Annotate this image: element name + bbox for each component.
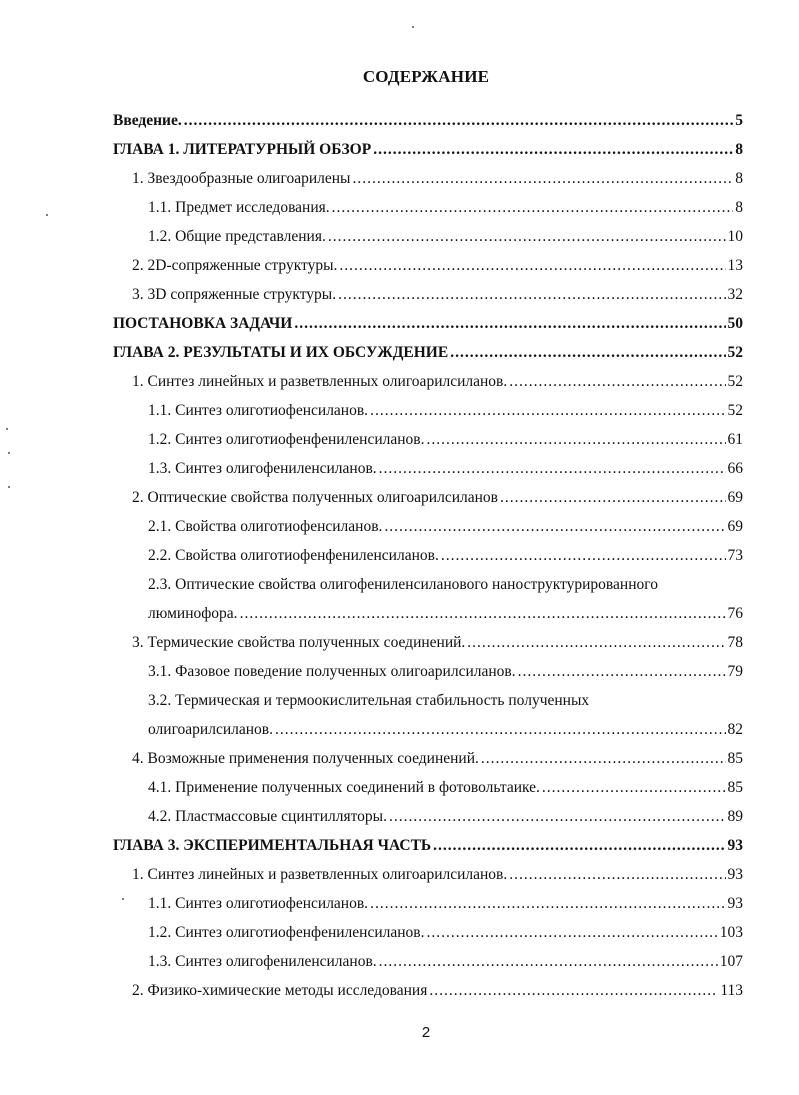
toc-entry-chapter-3[interactable] xyxy=(113,836,743,856)
toc-entry-label: 2. Оптические свойства полученных олигоарилсиланов xyxy=(132,489,498,506)
toc-entry-label: ГЛАВА 1. ЛИТЕРАТУРНЫЙ ОБЗОР xyxy=(113,141,372,158)
toc-entry-page: 103 xyxy=(719,924,743,941)
toc-dot-leader xyxy=(370,401,725,421)
toc-entry-label: олигоарилсиланов. xyxy=(148,721,273,738)
scan-speck xyxy=(6,428,8,430)
toc-entry-label: 4. Возможные применения полученных соединений. xyxy=(132,750,479,767)
toc-entry-page: 93 xyxy=(727,837,743,854)
toc-entry-2-4[interactable] xyxy=(132,749,743,769)
toc-dot-leader xyxy=(433,836,725,856)
toc-entry-label: 1.2. Синтез олиготиофенфениленсиланов. xyxy=(148,431,425,448)
toc-entry-2-4-1[interactable] xyxy=(148,778,743,798)
toc-entry-2-2[interactable] xyxy=(132,488,743,508)
toc-entry-label: 1.2. Общие представления. xyxy=(148,228,326,245)
toc-entry-1-1-1[interactable] xyxy=(148,198,743,218)
toc-entry-problem-statement[interactable] xyxy=(113,314,743,334)
toc-dot-leader xyxy=(509,372,725,392)
toc-entry-page: 52 xyxy=(727,344,743,361)
toc-entry-label: 1. Синтез линейных и разветвленных олигоарилсиланов. xyxy=(132,373,508,390)
scan-speck xyxy=(122,898,124,900)
toc-entry-label: 1.1. Синтез олиготиофенсиланов. xyxy=(148,402,369,419)
toc-entry-2-2-2[interactable] xyxy=(148,546,743,566)
toc-entry-2-1-1[interactable] xyxy=(148,401,743,421)
toc-dot-leader xyxy=(379,952,718,972)
toc-entry-3-1[interactable] xyxy=(132,865,743,885)
toc-entry-introduction[interactable] xyxy=(113,111,743,131)
toc-entry-page: 82 xyxy=(727,721,743,738)
toc-dot-leader xyxy=(429,981,718,1001)
scan-speck xyxy=(412,26,414,28)
toc-entry-label: люминофора. xyxy=(148,605,238,622)
toc-entry-label: 4.1. Применение полученных соединений в фотовольтаике. xyxy=(148,779,540,796)
toc-entry-page: 113 xyxy=(720,982,743,999)
scan-speck xyxy=(8,486,10,488)
toc-entry-chapter-2[interactable] xyxy=(113,343,743,363)
page-number: 2 xyxy=(421,1024,431,1041)
toc-entry-1-2[interactable] xyxy=(132,256,743,276)
toc-dot-leader xyxy=(481,749,726,769)
toc-entry-label: Введение. xyxy=(113,112,182,129)
toc-entry-page: 8 xyxy=(735,170,743,187)
toc-entry-2-2-1[interactable] xyxy=(148,517,743,537)
toc-entry-label: 1.3. Синтез олигофениленсиланов. xyxy=(148,953,377,970)
toc-entry-page: 85 xyxy=(727,779,743,796)
toc-entry-2-2-3[interactable] xyxy=(148,604,743,624)
toc-entry-2-3-2-line1[interactable]: 3.2. Термическая и термоокислительная стабильность полученных xyxy=(148,692,590,709)
toc-dot-leader xyxy=(328,227,726,247)
toc-entry-label: 2.2. Свойства олиготиофенфениленсиланов. xyxy=(148,547,439,564)
toc-dot-leader xyxy=(500,488,726,508)
toc-entry-page: 8 xyxy=(735,199,743,216)
toc-entry-2-3-1[interactable] xyxy=(148,662,743,682)
toc-entry-label: 3. Термические свойства полученных соединений. xyxy=(132,634,466,651)
toc-entry-1-3[interactable] xyxy=(132,285,743,305)
toc-entry-3-2[interactable] xyxy=(132,981,743,1001)
toc-entry-page: 50 xyxy=(727,315,743,332)
scan-speck xyxy=(46,214,48,216)
toc-entry-page: 52 xyxy=(727,402,743,419)
toc-entry-2-1-2[interactable] xyxy=(148,430,743,450)
toc-entry-page: 5 xyxy=(735,112,743,129)
toc-entry-1-1-2[interactable] xyxy=(148,227,743,247)
toc-entry-label: 2.1. Свойства олиготиофенсиланов. xyxy=(148,518,383,535)
toc-entry-page: 93 xyxy=(727,895,743,912)
toc-entry-label: ГЛАВА 3. ЭКСПЕРИМЕНТАЛЬНАЯ ЧАСТЬ xyxy=(113,837,432,854)
toc-dot-leader xyxy=(373,140,733,160)
scan-speck xyxy=(8,452,10,454)
toc-dot-leader xyxy=(352,169,733,189)
toc-entry-page: 69 xyxy=(727,518,743,535)
toc-entry-label: 4.2. Пластмассовые сцинтилляторы. xyxy=(148,808,387,825)
toc-entry-page: 52 xyxy=(727,373,743,390)
toc-dot-leader xyxy=(509,865,725,885)
toc-dot-leader xyxy=(426,430,725,450)
toc-entry-page: 61 xyxy=(727,431,743,448)
toc-entry-page: 8 xyxy=(735,141,743,158)
toc-dot-leader xyxy=(518,662,726,682)
toc-entry-label: ПОСТАНОВКА ЗАДАЧИ xyxy=(113,315,293,332)
toc-entry-page: 32 xyxy=(727,286,743,303)
toc-entry-label: 2. 2D-сопряженные структуры. xyxy=(132,257,338,274)
toc-dot-leader xyxy=(370,894,725,914)
toc-entry-label: 3.1. Фазовое поведение полученных олигоарилсиланов. xyxy=(148,663,516,680)
toc-entry-label: 1. Синтез линейных и разветвленных олигоарилсиланов. xyxy=(132,866,508,883)
toc-dot-leader xyxy=(339,256,725,276)
toc-entry-page: 93 xyxy=(727,866,743,883)
toc-entry-page: 10 xyxy=(727,228,743,245)
toc-entry-label: 1.1. Синтез олиготиофенсиланов. xyxy=(148,895,369,912)
toc-entry-3-1-3[interactable] xyxy=(148,952,743,972)
toc-entry-page: 76 xyxy=(727,605,743,622)
toc-dot-leader xyxy=(240,604,726,624)
page-title: СОДЕРЖАНИЕ xyxy=(362,67,490,86)
toc-dot-leader xyxy=(294,314,725,334)
toc-entry-label: 1.2. Синтез олиготиофенфениленсиланов. xyxy=(148,924,425,941)
toc-entry-page: 107 xyxy=(719,953,743,970)
toc-entry-chapter-1[interactable] xyxy=(113,140,743,160)
toc-dot-leader xyxy=(384,517,725,537)
toc-entry-2-2-3-line1[interactable]: 2.3. Оптические свойства олигофениленсиланового наноструктурированного xyxy=(148,576,658,593)
toc-entry-1-1[interactable] xyxy=(132,169,743,189)
toc-entry-page: 13 xyxy=(727,257,743,274)
toc-entry-label: 1. Звездообразные олигоарилены xyxy=(132,170,351,187)
toc-entry-page: 78 xyxy=(727,634,743,651)
toc-entry-2-1-3[interactable] xyxy=(148,459,743,479)
toc-dot-leader xyxy=(332,198,734,218)
toc-entry-2-1[interactable] xyxy=(132,372,743,392)
toc-entry-2-3[interactable] xyxy=(132,633,743,653)
toc-dot-leader xyxy=(338,285,725,305)
toc-entry-page: 89 xyxy=(727,808,743,825)
toc-entry-2-3-2[interactable] xyxy=(148,720,743,740)
toc-dot-leader xyxy=(389,807,726,827)
toc-dot-leader xyxy=(450,343,725,363)
toc-entry-2-4-2[interactable] xyxy=(148,807,743,827)
toc-dot-leader xyxy=(184,111,734,131)
toc-entry-label: ГЛАВА 2. РЕЗУЛЬТАТЫ И ИХ ОБСУЖДЕНИЕ xyxy=(113,344,449,361)
toc-entry-page: 85 xyxy=(727,750,743,767)
toc-entry-page: 73 xyxy=(727,547,743,564)
toc-dot-leader xyxy=(467,633,725,653)
toc-dot-leader xyxy=(426,923,717,943)
toc-entry-page: 69 xyxy=(727,489,743,506)
toc-entry-3-1-2[interactable] xyxy=(148,923,743,943)
toc-entry-label: 3. 3D сопряженные структуры. xyxy=(132,286,337,303)
toc-entry-label: 2. Физико-химические методы исследования xyxy=(132,982,428,999)
toc-entry-page: 66 xyxy=(727,460,743,477)
toc-entry-label: 1.1. Предмет исследования. xyxy=(148,199,330,216)
toc-dot-leader xyxy=(441,546,726,566)
toc-entry-3-1-1[interactable] xyxy=(148,894,743,914)
toc-dot-leader xyxy=(275,720,726,740)
toc-dot-leader xyxy=(379,459,726,479)
toc-dot-leader xyxy=(542,778,726,798)
toc-entry-page: 79 xyxy=(727,663,743,680)
toc-entry-label: 1.3. Синтез олигофениленсиланов. xyxy=(148,460,377,477)
